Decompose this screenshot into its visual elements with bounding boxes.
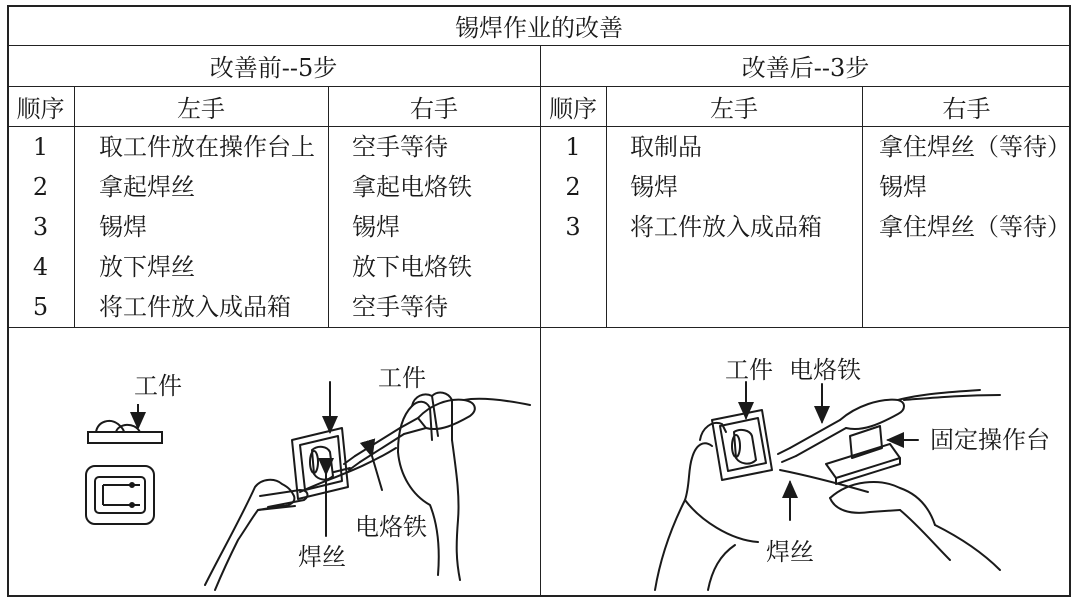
before-workpiece-topview-drawing (86, 466, 154, 524)
left-hand-action: 取工件放在操作台上 (99, 133, 315, 161)
after-solder-wire-label: 焊丝 (766, 538, 814, 566)
before-small-workpiece-drawing (88, 404, 162, 443)
right-hand-action: 拿起电烙铁 (352, 173, 472, 201)
right-hand-action: 锡焊 (352, 213, 400, 241)
left-hand-action: 拿起焊丝 (99, 173, 195, 201)
right-hand-action: 空手等待 (352, 133, 448, 161)
after-fixed-table-label: 固定操作台 (930, 426, 1050, 454)
row-number: 5 (32, 293, 49, 321)
row-number: 1 (565, 133, 581, 161)
left-hand-action: 取制品 (630, 133, 702, 161)
left-hand-action: 将工件放入成品箱 (630, 213, 822, 241)
after-col-left: 左手 (710, 94, 758, 123)
before-soldering-drawing (205, 382, 530, 590)
left-hand-action: 将工件放入成品箱 (99, 293, 291, 321)
before-heading: 改善前--5步 (209, 54, 338, 82)
after-iron-label: 电烙铁 (789, 356, 861, 384)
row-number: 1 (32, 133, 49, 161)
after-soldering-drawing (655, 382, 1000, 590)
left-hand-action: 锡焊 (630, 173, 678, 201)
row-number: 3 (565, 213, 581, 241)
page-title: 锡焊作业的改善 (455, 13, 623, 42)
after-col-order: 顺序 (549, 94, 597, 123)
right-hand-action: 放下电烙铁 (352, 253, 472, 281)
before-workpiece-label: 工件 (378, 364, 426, 392)
row-number: 3 (32, 213, 49, 241)
after-workpiece-label: 工件 (725, 356, 773, 384)
before-col-right: 右手 (410, 94, 458, 123)
row-number: 2 (32, 173, 49, 201)
before-iron-label: 电烙铁 (355, 513, 427, 541)
row-number: 2 (565, 173, 581, 201)
before-col-order: 顺序 (16, 94, 65, 123)
right-hand-action: 锡焊 (879, 173, 927, 201)
before-workpiece-small-label: 工件 (134, 372, 182, 400)
left-hand-action: 锡焊 (99, 213, 147, 241)
row-number: 4 (32, 253, 49, 281)
right-hand-action: 拿住焊丝（等待） (879, 133, 1071, 161)
before-solder-wire-label: 焊丝 (298, 543, 346, 571)
right-hand-action: 拿住焊丝（等待） (879, 213, 1071, 241)
before-col-left: 左手 (177, 94, 225, 123)
after-col-right: 右手 (942, 94, 991, 123)
left-hand-action: 放下焊丝 (99, 253, 195, 281)
right-hand-action: 空手等待 (352, 293, 448, 321)
after-heading: 改善后--3步 (741, 54, 870, 82)
